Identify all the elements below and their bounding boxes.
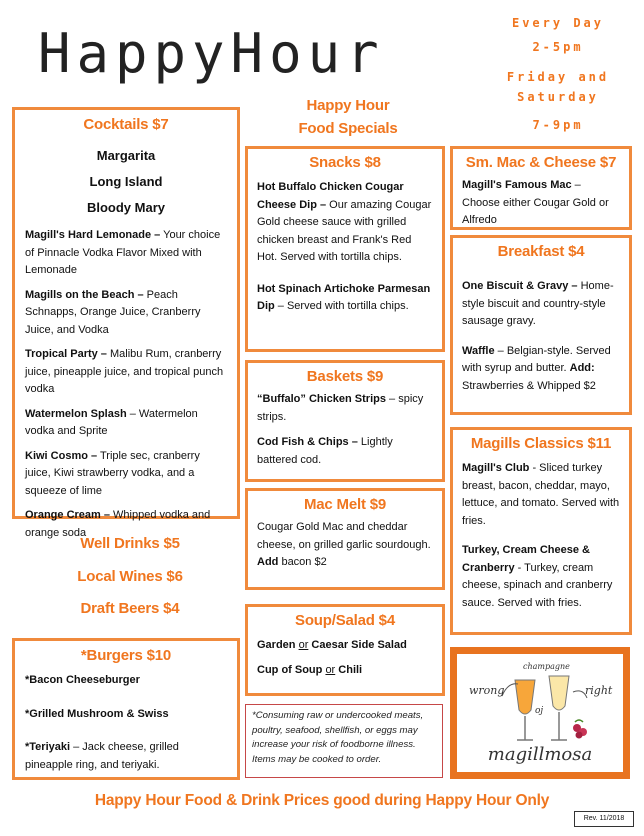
logo-panel xyxy=(457,654,623,772)
classics-header: Magills Classics $11 xyxy=(470,435,612,452)
foodborne-notice xyxy=(245,704,443,778)
schedule-line: 2-5pm xyxy=(532,40,584,54)
breakfast-item xyxy=(462,343,620,396)
burger-desc: – Jack cheese, grilled pineapple ring, and teriyaki. xyxy=(25,741,179,771)
cocktail-item xyxy=(25,406,227,441)
snack-name: Hot Spinach Artichoke Parmesan Dip xyxy=(257,282,431,312)
breakfast-desc: Home-style biscuit and country-style sausage gravy. xyxy=(462,280,614,327)
snack-desc: Our amazing Cougar Gold cheese sauce with grilled chicken breast and Frank's Red Hot. Served with tortilla chips. xyxy=(257,198,432,263)
well-drinks: Well Drinks $5 xyxy=(80,535,180,552)
cocktail-simple: Margarita xyxy=(96,148,156,163)
breakfast-add-label: Add: xyxy=(569,362,595,374)
sm-mac-item xyxy=(462,177,620,230)
logo-wrong: wrong xyxy=(469,684,505,697)
cocktail-item xyxy=(25,287,227,340)
breakfast-name: One Biscuit & Gravy – xyxy=(462,280,578,292)
classic-item xyxy=(462,460,620,530)
food-specials-header xyxy=(268,94,428,140)
cocktails-header: Cocktails $7 xyxy=(83,116,169,133)
logo-oj: oj xyxy=(535,706,544,716)
schedule-line: 7-9pm xyxy=(532,118,584,132)
snack-name: Hot Buffalo Chicken Cougar Cheese Dip – xyxy=(257,181,404,211)
logo-brand: magillmosa xyxy=(487,744,593,765)
notice-text: *Consuming raw or undercooked meats, poultry, seafood, shellfish, or eggs may increase your risk of foodborne illness. Items may be cooked to order. xyxy=(252,710,424,765)
or-text: or xyxy=(298,639,309,651)
soup-salad-box xyxy=(245,604,445,696)
burgers-box xyxy=(12,638,240,780)
cocktail-name: Magill's Hard Lemonade – xyxy=(25,229,161,241)
snack-item xyxy=(257,281,433,316)
mac-melt-header: Mac Melt $9 xyxy=(304,496,386,513)
cocktail-item xyxy=(25,227,227,280)
food-specials-line2: Food Specials xyxy=(298,120,398,137)
sm-mac-desc: – Choose either Cougar Gold or Alfredo xyxy=(462,179,609,226)
basket-name: Cod Fish & Chips – xyxy=(257,436,358,448)
basket-desc: – spicy strips. xyxy=(257,393,424,423)
classic-name: Turkey, Cream Cheese & Cranberry xyxy=(462,544,590,574)
footer-note: Happy Hour Food & Drink Prices good during Happy Hour Only xyxy=(94,792,550,809)
local-wines: Local Wines $6 xyxy=(77,568,183,585)
or-text: or xyxy=(325,663,336,676)
burger-item xyxy=(25,739,227,774)
sm-mac-name: Magill's Famous Mac xyxy=(462,179,572,191)
cocktail-desc: – Watermelon vodka and Sprite xyxy=(25,407,198,437)
burger-name: *Teriyaki xyxy=(25,741,71,753)
cocktail-item xyxy=(25,448,227,501)
logo-champagne: champagne xyxy=(523,662,570,671)
snacks-box xyxy=(245,146,445,352)
cocktail-desc: Peach Schnapps, Orange Juice, Cranberry Juice, and Vodka xyxy=(25,288,201,336)
sm-mac-box xyxy=(450,146,632,230)
burger-item: *Bacon Cheeseburger xyxy=(25,674,140,686)
soup-chili: Chili xyxy=(338,663,363,676)
breakfast-item xyxy=(462,278,620,331)
food-specials-line1: Happy Hour xyxy=(306,97,390,114)
breakfast-add-desc: Strawberries & Whipped $2 xyxy=(462,379,596,392)
cocktail-name: Tropical Party – xyxy=(25,348,107,360)
breakfast-header: Breakfast $4 xyxy=(497,243,585,260)
page-title: HappyHour xyxy=(38,22,385,85)
schedule xyxy=(478,14,638,134)
schedule-line: Saturday xyxy=(517,90,599,104)
baskets-header: Baskets $9 xyxy=(306,368,384,385)
logo-right: right xyxy=(585,684,613,697)
snacks-header: Snacks $8 xyxy=(309,154,381,171)
breakfast-box xyxy=(450,235,632,415)
cocktail-desc: Whipped vodka and orange soda xyxy=(25,509,211,539)
cocktails-box xyxy=(12,107,240,539)
cocktail-desc: Malibu Rum, cranberry juice, pineapple juice, and tropical punch vodka xyxy=(25,348,224,395)
classic-desc: - Turkey, cream cheese, spinach and cranberry sauce. Served with fries. xyxy=(462,561,613,609)
basket-name: “Buffalo” Chicken Strips xyxy=(257,393,386,405)
burgers-header: *Burgers $10 xyxy=(80,647,172,664)
breakfast-name: Waffle xyxy=(462,344,495,357)
schedule-line: Friday and xyxy=(506,70,610,84)
salad-item xyxy=(257,637,433,655)
snack-desc: – Served with tortilla chips. xyxy=(274,300,409,312)
mac-melt-text: Cougar Gold Mac and cheddar cheese, on grilled garlic sourdough. xyxy=(257,521,431,551)
salad-caesar: Caesar Side Salad xyxy=(311,639,407,651)
snack-item xyxy=(257,179,433,267)
cocktail-desc: Triple sec, cranberry juice, Kiwi strawberry vodka, and a squeeze of lime xyxy=(25,449,200,497)
cocktail-item xyxy=(25,346,227,399)
baskets-box xyxy=(245,360,445,482)
classic-name: Magill's Club xyxy=(462,462,530,474)
burger-item: *Grilled Mushroom & Swiss xyxy=(25,707,169,720)
revision-label: Rev. 11/2018 xyxy=(574,811,634,827)
cocktail-desc: Your choice of Pinnacle Vodka Flavor Mixed with Lemonade xyxy=(25,229,221,276)
cocktail-simple: Bloody Mary xyxy=(86,200,165,215)
cocktail-simple: Long Island xyxy=(89,174,163,189)
mac-melt-add-label: Add xyxy=(257,556,279,568)
soup-cup: Cup of Soup xyxy=(257,663,323,676)
magillmosa-logo xyxy=(450,647,630,779)
classics-box xyxy=(450,427,632,635)
basket-desc: Lightly battered cod. xyxy=(257,436,393,466)
sm-mac-header: Sm. Mac & Cheese $7 xyxy=(465,154,617,171)
soup-salad-header: Soup/Salad $4 xyxy=(295,612,395,629)
basket-item xyxy=(257,434,433,469)
mac-melt-box xyxy=(245,488,445,590)
salad-garden: Garden xyxy=(257,639,296,651)
cocktail-name: Kiwi Cosmo – xyxy=(25,449,98,462)
cocktail-name: Orange Cream – xyxy=(25,509,110,521)
classic-item xyxy=(462,542,620,612)
draft-beers: Draft Beers $4 xyxy=(80,600,180,617)
cocktail-name: Magills on the Beach – xyxy=(25,288,144,301)
cocktail-name: Watermelon Splash xyxy=(25,407,127,420)
classic-desc: - Sliced turkey breast, bacon, cheddar, mayo, lettuce, and tomato. Served with fries. xyxy=(462,462,620,527)
schedule-line: Every Day xyxy=(511,16,605,30)
breakfast-desc: – Belgian-style. Served with syrup and butter. xyxy=(462,344,611,374)
mac-melt-add-desc: bacon $2 xyxy=(278,556,327,568)
mac-melt-desc xyxy=(257,519,433,572)
soup-item xyxy=(257,662,433,680)
basket-item xyxy=(257,391,433,426)
